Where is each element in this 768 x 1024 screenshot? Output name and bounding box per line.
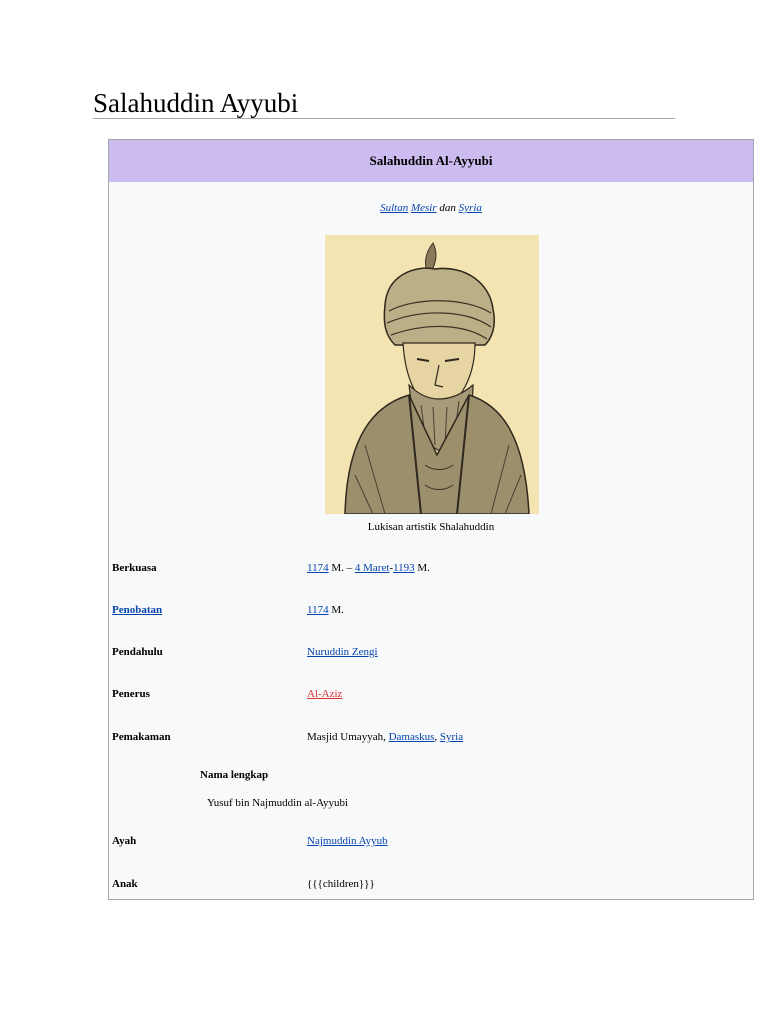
nama-lengkap-label: Nama lengkap [200,769,269,781]
penobatan-text1: M. [328,604,344,616]
al-aziz-link[interactable]: Al-Aziz [307,688,343,700]
berkuasa-value [307,562,430,574]
penobatan-value [307,604,344,616]
syria-subtitle-link[interactable]: Syria [458,202,482,214]
pemakaman-sep: , [434,731,440,743]
najmuddin-ayyub-link[interactable]: Najmuddin Ayyub [307,835,388,847]
year-1193-link[interactable]: 1193 [393,562,415,574]
portrait-engraving [325,235,539,514]
sultan-link[interactable]: Sultan [380,202,409,214]
nuruddin-zengi-link[interactable]: Nuruddin Zengi [307,646,378,658]
image-caption: Lukisan artistik Shalahuddin [367,521,495,533]
year-1174-link[interactable]: 1174 [307,562,329,574]
ayah-label: Ayah [112,835,137,847]
pendahulu-value [307,646,378,658]
infobox-header [109,140,753,182]
anak-value: {{{children}}} [307,878,375,890]
damaskus-link[interactable]: Damaskus [388,731,435,743]
4-maret-link[interactable]: 4 Maret [354,562,390,574]
infobox [108,139,754,900]
pemakaman-text1: Masjid Umayyah, [307,731,389,743]
infobox-title: Salahuddin Al-Ayyubi [369,153,493,168]
nama-lengkap-value: Yusuf bin Najmuddin al-Ayyubi [207,797,349,809]
pendahulu-label: Pendahulu [112,646,163,658]
pemakaman-label: Pemakaman [112,731,171,743]
berkuasa-text2: M. [414,562,430,574]
portrait-image[interactable] [325,235,539,514]
berkuasa-text1: M. – [328,562,355,574]
pemakaman-value [307,731,463,743]
anak-label: Anak [112,878,138,890]
berkuasa-label: Berkuasa [112,562,157,574]
penerus-value [307,688,342,700]
penobatan-label-link[interactable]: Penobatan [112,604,163,616]
penobatan-1174-link[interactable]: 1174 [307,604,329,616]
page-title: Salahuddin Ayyubi [93,88,299,118]
subtitle-conj: dan [439,202,456,214]
penerus-label: Penerus [112,688,150,700]
berkuasa-sep: - [389,562,394,574]
syria-link[interactable]: Syria [439,731,464,743]
mesir-link[interactable]: Mesir [410,202,437,214]
title-divider [93,118,675,119]
infobox-subtitle [109,202,753,214]
ayah-value [307,835,388,847]
